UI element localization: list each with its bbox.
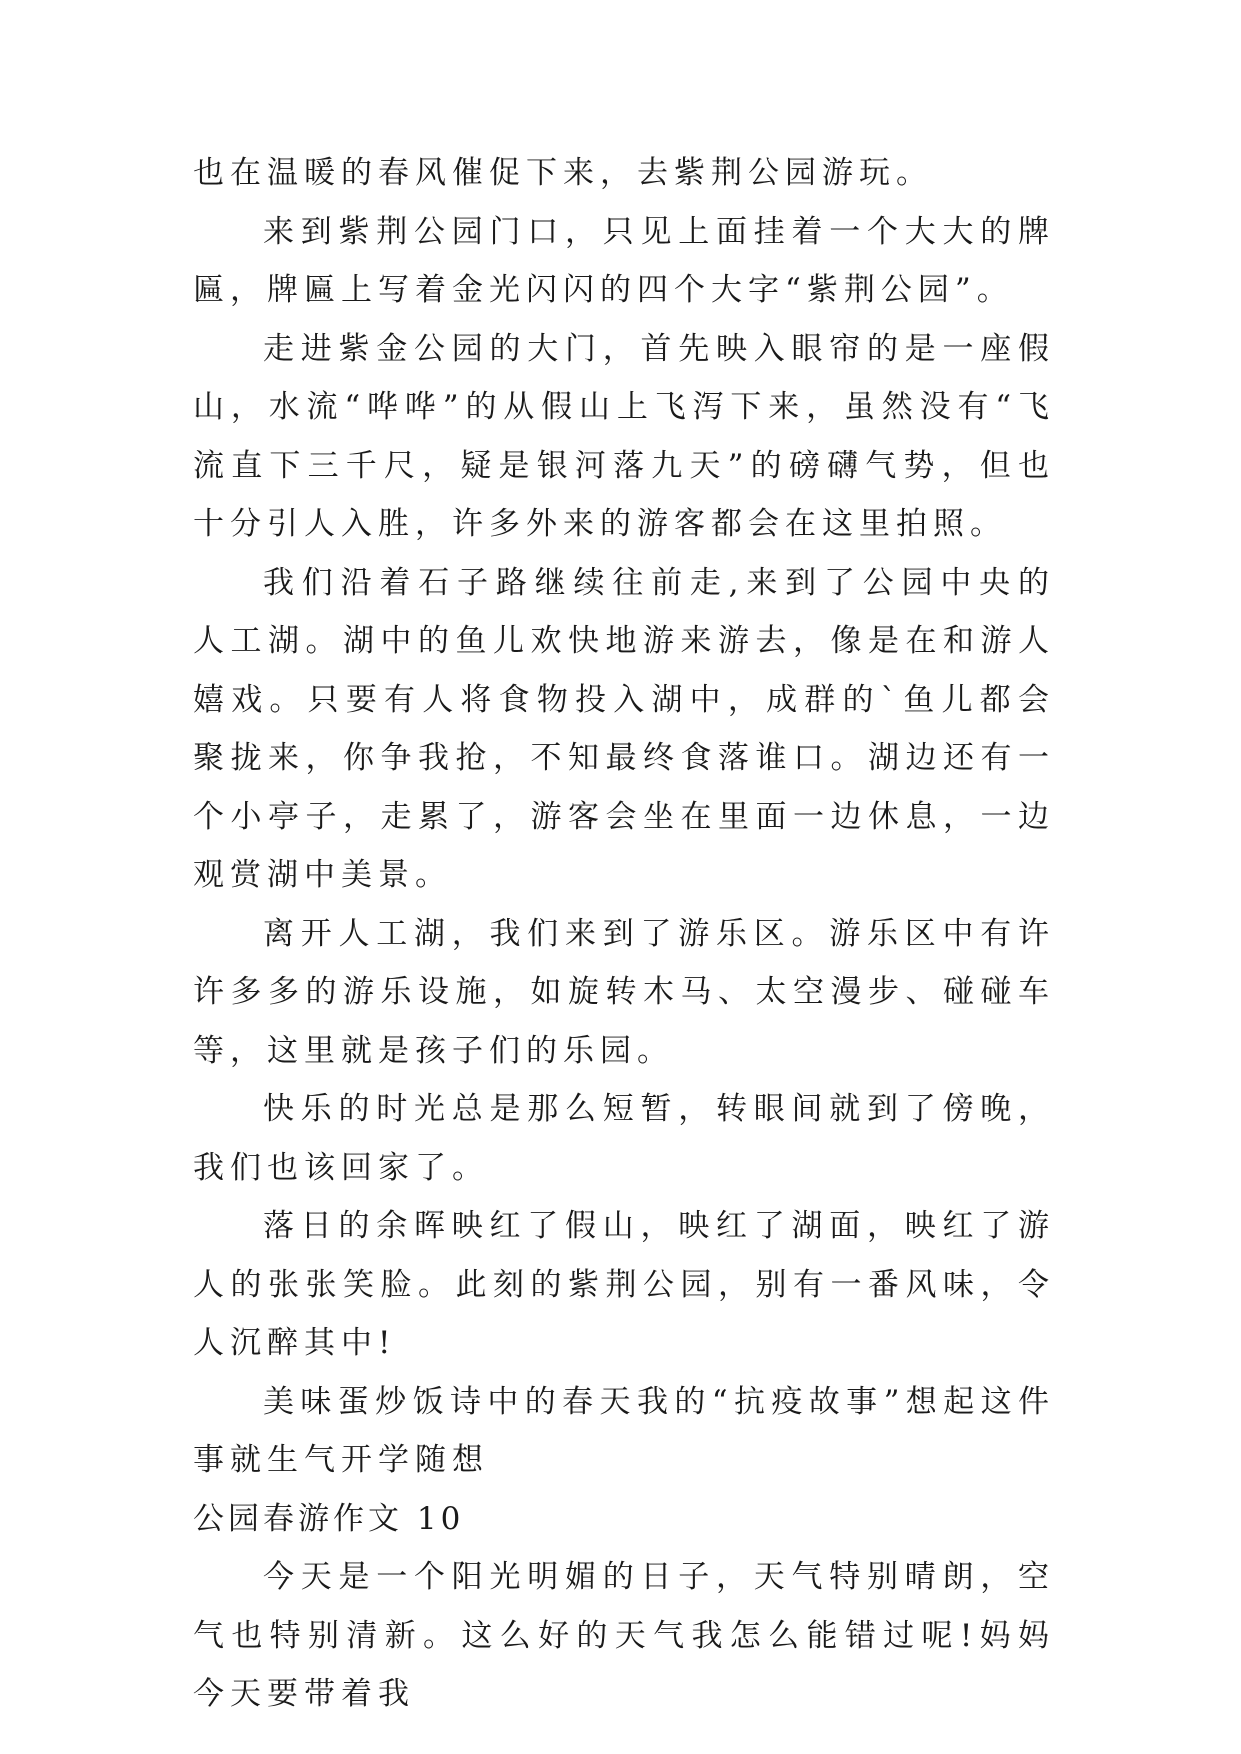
paragraph-sunset: 落日的余晖映红了假山，映红了湖面，映红了游人的张张笑脸。此刻的紫荆公园，别有一番风味，令人沉醉其中! — [193, 1208, 1055, 1361]
paragraph-continuation: 也在温暖的春风催促下来，去紫荆公园游玩。 — [193, 155, 933, 191]
paragraph-playground: 离开人工湖，我们来到了游乐区。游乐区中有许许多多的游乐设施，如旋转木马、太空漫步、碰碰车等，这里就是孩子们的乐园。 — [193, 915, 1055, 1069]
document-page — [193, 144, 1055, 1724]
paragraph-related-titles: 美味蛋炒饭诗中的春天我的“抗疫故事”想起这件事就生气开学随想 — [193, 1383, 1055, 1478]
paragraph-new-essay: 今天是一个阳光明媚的日子，天气特别晴朗，空气也特别清新。这么好的天气我怎么能错过呢!妈妈今天要带着我 — [193, 1559, 1055, 1712]
paragraph-lake: 我们沿着石子路继续往前走,来到了公园中央的人工湖。湖中的鱼儿欢快地游来游去，像是在和游人嬉戏。只要有人将食物投入湖中，成群的`鱼儿都会聚拢来，你争我抢，不知最终食落谁口。湖边还有一个小亭子，走累了，游客会坐在里面一边休息，一边观赏湖中美景。 — [193, 564, 1055, 893]
paragraph-evening: 快乐的时光总是那么短暂，转眼间就到了傍晚，我们也该回家了。 — [193, 1091, 1055, 1186]
section-heading: 公园春游作文 10 — [193, 1500, 465, 1537]
paragraph-rockery: 走进紫金公园的大门，首先映入眼帘的是一座假山，水流“哗哗”的从假山上飞泻下来，虽然没有“飞流直下三千尺，疑是银河落九天”的磅礴气势，但也十分引人入胜，许多外来的游客都会在这里拍照。 — [193, 330, 1055, 542]
paragraph-park-gate: 来到紫荆公园门口，只见上面挂着一个大大的牌匾，牌匾上写着金光闪闪的四个大字“紫荆公园”。 — [193, 213, 1055, 308]
